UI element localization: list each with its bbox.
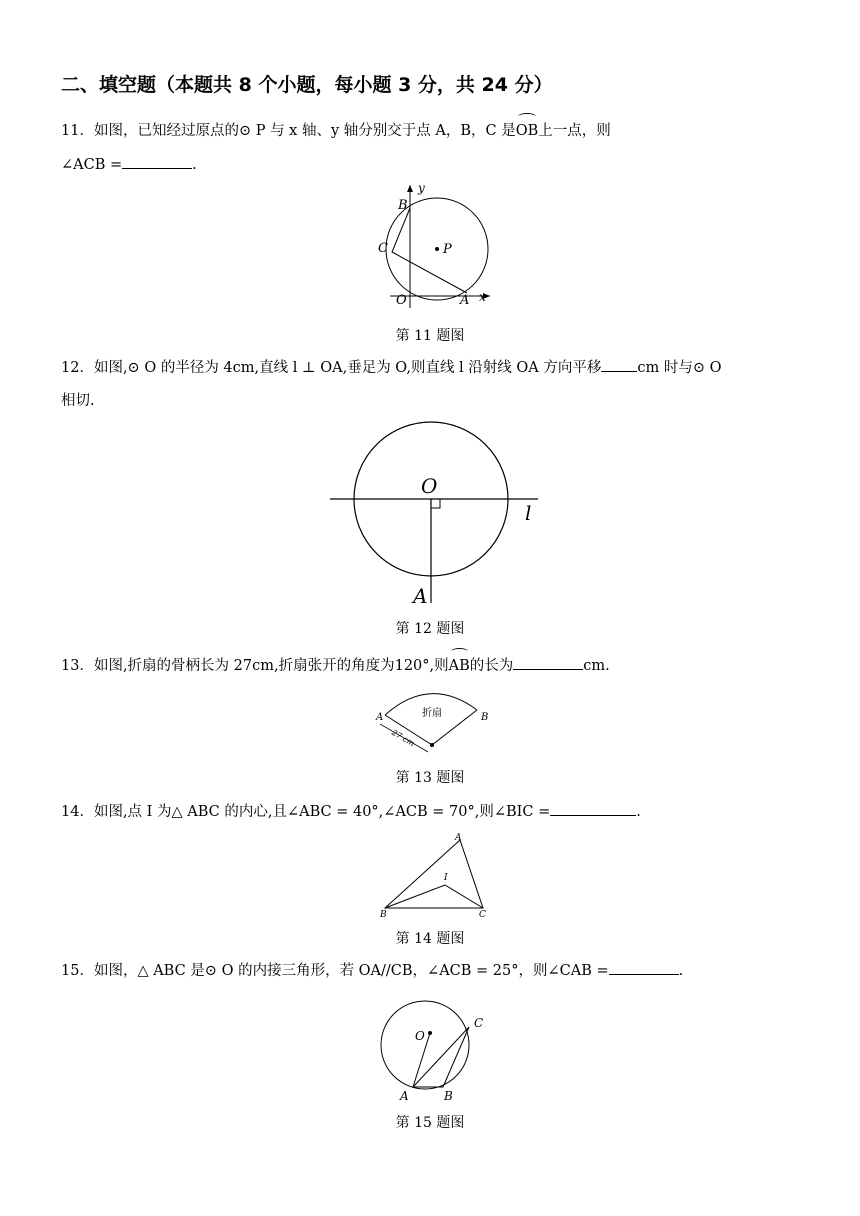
question-12-text-2: 相切. <box>61 393 95 409</box>
fan-pivot <box>430 743 434 747</box>
label-a: A <box>376 712 384 723</box>
label-a: A <box>400 1089 409 1103</box>
segments-bi-ic <box>385 885 483 908</box>
period: . <box>678 963 684 979</box>
triangle-abc <box>385 840 483 908</box>
question-11-text-tail: 上一点，则 <box>538 123 611 139</box>
question-11-text: 11．如图，已知经过原点的⊙ P 与 x 轴、y 轴分别交于点 A，B，C 是 <box>61 123 516 139</box>
label-o: O <box>396 293 407 308</box>
question-11-angle: ∠ACB = <box>61 157 123 173</box>
label-p: P <box>443 242 452 257</box>
chords-cb-ca <box>392 208 467 293</box>
label-c: C <box>378 241 388 256</box>
label-l: l <box>525 501 532 525</box>
figure-15 <box>370 995 500 1105</box>
label-a: A <box>413 584 428 608</box>
question-12-line-2 <box>61 385 95 418</box>
circle-o <box>381 1001 469 1089</box>
question-13-text-tail: 的长为 <box>469 658 514 674</box>
label-fan: 折扇 <box>422 708 442 719</box>
caption-12: 第 12 题图 <box>395 621 465 637</box>
question-11-line-2 <box>61 149 197 182</box>
question-12-line-1 <box>61 352 722 385</box>
center-o <box>428 1031 432 1035</box>
y-axis-arrow <box>407 185 413 192</box>
figure-11 <box>370 180 500 310</box>
period: . <box>636 804 641 820</box>
answer-blank-11[interactable] <box>122 154 192 169</box>
question-15-line-1 <box>61 955 683 988</box>
label-x: x <box>479 290 486 304</box>
question-12-text: 12．如图,⊙ O 的半径为 4cm,直线 l ⊥ OA,垂足为 O,则直线 l 沿射线 OA 方向平移 <box>61 360 602 376</box>
question-12-text-tail: cm 时与⊙ O <box>637 360 722 376</box>
label-o: O <box>415 1029 425 1043</box>
arc-ob: OB <box>516 115 539 148</box>
answer-blank-12[interactable] <box>601 357 637 372</box>
question-15-text: 15．如图，△ ABC 是⊙ O 的内接三角形，若 OA//CB，∠ACB = 25°，则∠CAB = <box>61 963 609 979</box>
answer-blank-15[interactable] <box>609 960 679 975</box>
caption-11: 第 11 题图 <box>395 328 465 344</box>
question-13-unit: cm. <box>583 658 610 674</box>
caption-15: 第 15 题图 <box>395 1115 465 1131</box>
label-b: B <box>380 910 387 920</box>
label-a: A <box>460 293 470 308</box>
period: . <box>192 157 197 173</box>
question-14-text: 14．如图,点 I 为△ ABC 的内心,且∠ABC = 40°,∠ACB = 70°,则∠BIC = <box>61 804 551 820</box>
figure-14 <box>375 830 495 920</box>
label-o: O <box>421 474 438 498</box>
label-b: B <box>481 712 489 723</box>
section-title: 二、填空题（本题共 8 个小题，每小题 3 分，共 24 分） <box>61 74 553 96</box>
arc-ab: AB <box>449 650 470 683</box>
right-angle-mark <box>431 499 440 508</box>
label-length: 27 cm <box>390 727 417 749</box>
figure-13 <box>370 690 500 760</box>
question-13-text: 13．如图,折扇的骨柄长为 27cm,折扇张开的角度为120°,则 <box>61 658 449 674</box>
label-b: B <box>398 198 408 213</box>
center-p <box>435 247 439 251</box>
caption-14: 第 14 题图 <box>395 931 465 947</box>
label-c: C <box>479 910 486 920</box>
caption-13: 第 13 题图 <box>395 770 465 786</box>
label-i: I <box>444 873 448 883</box>
answer-blank-13[interactable] <box>513 655 583 670</box>
figure-12 <box>325 415 550 610</box>
label-c: C <box>474 1016 484 1030</box>
question-13-line-1 <box>61 650 610 683</box>
label-y: y <box>418 181 425 195</box>
question-14-line-1 <box>61 796 641 829</box>
question-11-line-1 <box>61 115 611 148</box>
answer-blank-14[interactable] <box>550 801 636 816</box>
label-a: A <box>455 833 462 843</box>
label-b: B <box>444 1089 453 1103</box>
